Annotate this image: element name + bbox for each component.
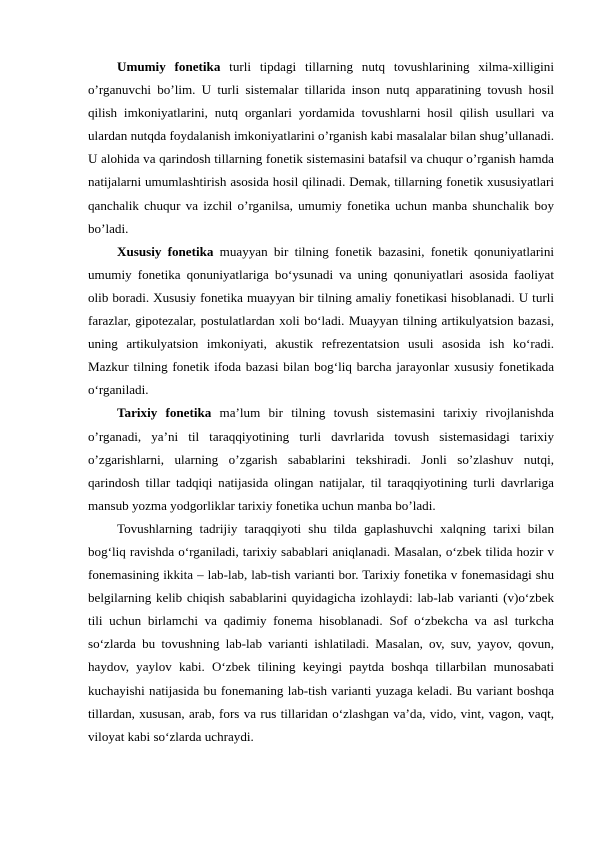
paragraph-tarixiy-fonetika (88, 401, 554, 516)
document-page (88, 55, 554, 748)
paragraph-tovushlar-taraqqiyoti (88, 517, 554, 748)
paragraph-text: Tovushlarning tadrijiy taraqqiyoti shu tilda gaplashuvchi xalqning tarixi bilan bog‘liq ravishda o‘rganiladi, tarixiy sabablari aniqlanadi. Masalan, o‘zbek tilida hozir v fonemasining ikkita – lab-lab, lab-tish varianti bor. Tarixiy fonetika v fonemasidagi shu belgilarning kelib chiqish sabablarini quyidagicha izohlaydi: lab-lab varianti (v)o‘zbek tili uchun birlamchi va qadimiy fonema hisoblanadi. Sof o‘zbekcha va asl turkcha so‘zlarda bu tovushning lab-lab varianti ishlatiladi. Masalan, ov, suv, yayov, qovun, haydov, yaylov kabi. O‘zbek tilining keyingi paytda boshqa tillarbilan munosabati kuchayishi natijasida bu fonemaning lab-tish varianti yuzaga keladi. Bu variant boshqa tillardan, xususan, arab, fors va rus tillaridan o‘zlashgan va’da, vido, vint, vagon, vaqt, viloyat kabi so‘zlarda uchraydi. (88, 520, 554, 744)
paragraph-text: muayyan bir tilning fonetik bazasini, fonetik qonuniyatlarini umumiy fonetika qonuniyatlariga bo‘ysunadi va uning qonuniyatlari asosida faoliyat olib boradi. Xususiy fonetika muayyan bir tilning amaliy fonetikasi hisoblanadi. U turli farazlar, gipotezalar, postulatlardan xoli bo‘ladi. Muayyan tilning artikulyatsion bazasi, uning artikulyatsion imkoniyati, akustik refrezentatsion usuli asosida ish ko‘radi. Mazkur tilning fonetik ifoda bazasi bilan bog‘liq barcha jarayonlar xususiy fonetikada o‘rganiladi. (88, 243, 554, 398)
term-tarixiy-fonetika: Tarixiy fonetika (117, 405, 212, 421)
paragraph-text: turli tipdagi tillarning nutq tovushlarining xilma-xilligini o’rganuvchi bo’lim. U turli sistemalar tillarida inson nutq apparatining tovush hosil qilish imkoniyatlarini, nutq organlari yordamida tovushlarni hosil qilish usullari va ulardan nutqda foydalanish imkoniyatlarini o’rganish kabi masalalar bilan shug’ullanadi. U alohida va qarindosh tillarning fonetik sistemasini batafsil va chuqur o’rganish hamda natijalarni umumlashtirish asosida hosil qilinadi. Demak, tillarning fonetik xususiyatlari qanchalik chuqur va izchil o’rganilsa, umumiy fonetika uchun manba shunchalik boy bo’ladi. (88, 59, 554, 236)
term-umumiy-fonetika: Umumiy fonetika (117, 59, 221, 74)
term-xususiy-fonetika: Xususiy fonetika (117, 243, 214, 259)
paragraph-umumiy-fonetika (88, 55, 554, 240)
paragraph-text: ma’lum bir tilning tovush sistemasini tarixiy rivojlanishda o’rganadi, ya’ni til taraqqiyotining turli davrlarida tovush sistemasidagi tarixiy o’zgarishlarni, ularning o’zgarish sabablarini tekshiradi. Jonli so’zlashuv nutqi, qarindosh tillar tadqiqi natijasida olingan natijalar, til taraqqiyotining turli davrlariga mansub yozma yodgorliklar tarixiy fonetika uchun manba bo’ladi. (88, 405, 554, 513)
paragraph-xususiy-fonetika (88, 240, 554, 402)
